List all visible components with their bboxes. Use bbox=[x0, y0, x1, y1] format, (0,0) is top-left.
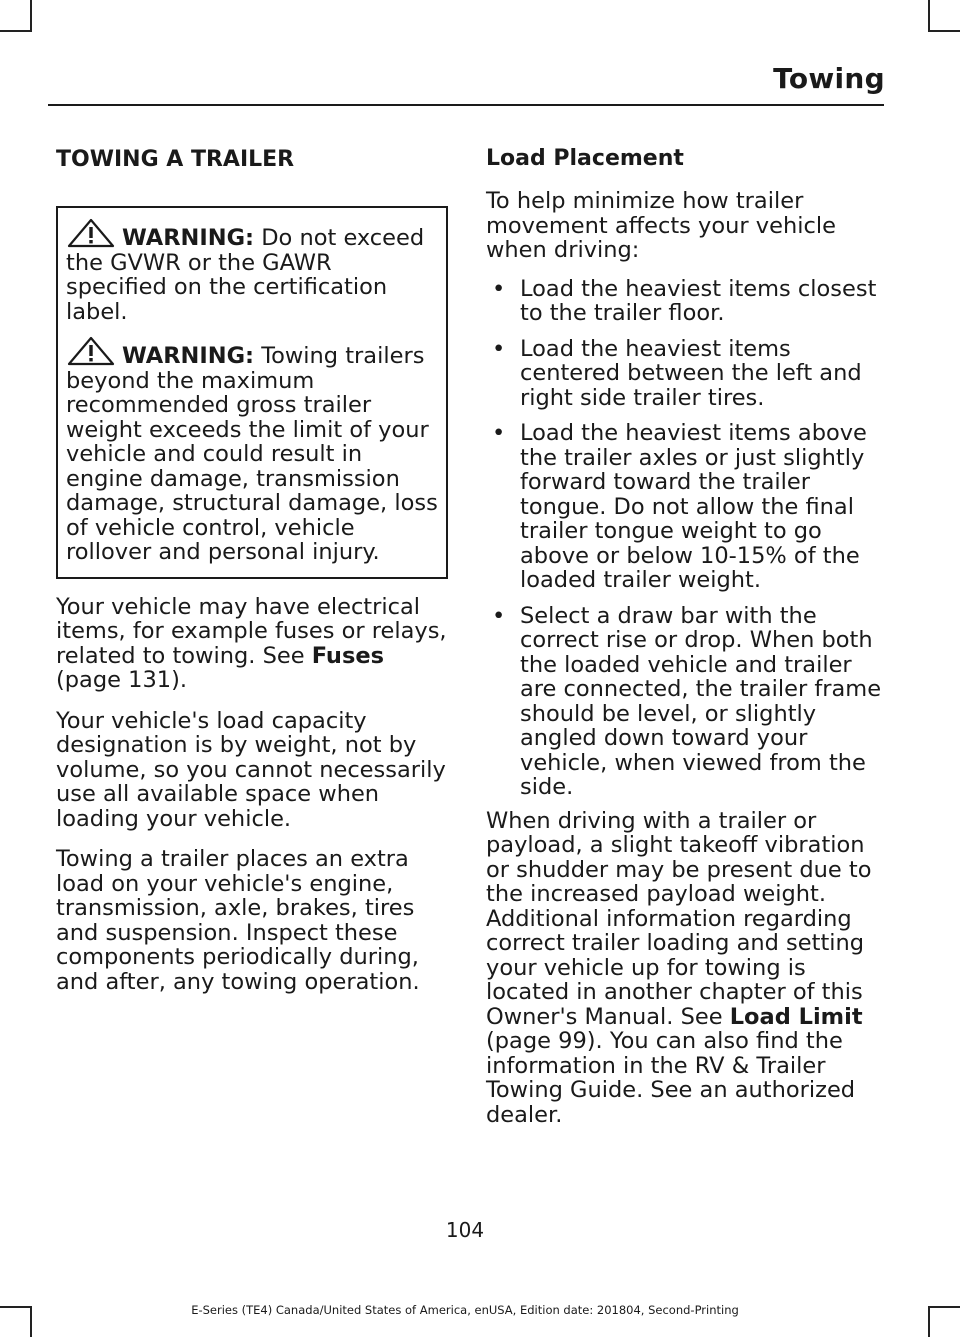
page-number: 104 bbox=[445, 1218, 485, 1242]
paragraph-load-capacity: Your vehicle's load capacity designation is by weight, not by volume, so you cannot necessarily use all available space when loading your vehicle. bbox=[56, 707, 446, 832]
crop-mark bbox=[930, 1306, 960, 1308]
paragraph-electrical: Your vehicle may have electrical items, for example fuses or relays, related to towing. See Fuses (page 131). bbox=[56, 593, 447, 693]
edition-line: E-Series (TE4) Canada/United States of America, enUSA, Edition date: 201804, Second-Printing bbox=[191, 1303, 739, 1317]
warning-text: Towing trailers beyond the maximum recommended gross trailer weight exceeds the limit of your vehicle and could result in engine damage, transmission damage, structural damage, loss of vehicle control, vehicle rollover and personal injury. bbox=[66, 343, 438, 565]
warning-triangle-icon bbox=[66, 336, 116, 366]
intro-paragraph: To help minimize how trailer movement affects your vehicle when driving: bbox=[486, 188, 836, 263]
load-limit-link[interactable]: Load Limit bbox=[729, 1003, 863, 1030]
bullet-marker: • bbox=[492, 275, 506, 302]
closing-paragraph: When driving with a trailer or payload, a slight takeoff vibration or shudder may be present due to the increased payload weight. Additional information regarding correct trailer loading and setting your vehicle up for towing is located in another chapter of this Owner's Manual. See Load Limit (page 99). You can also find the information in the RV & Trailer Towing Guide. See an authorized dealer. bbox=[486, 807, 872, 1128]
right-column bbox=[486, 146, 882, 1127]
list-item: • Load the heaviest items centered between the left and right side trailer tires. bbox=[492, 335, 862, 411]
list-item: • Load the heaviest items closest to the trailer floor. bbox=[492, 275, 877, 326]
warning-label: WARNING: bbox=[122, 343, 255, 369]
list-item: • Select a draw bar with the correct rise or drop. When both the loaded vehicle and trailer are connected, the trailer frame should be level, or slightly angled down toward your vehicle, when viewed from the side. bbox=[492, 602, 882, 800]
crop-mark bbox=[0, 30, 30, 32]
fuses-link[interactable]: Fuses bbox=[311, 642, 384, 669]
crop-mark bbox=[930, 30, 960, 32]
list-item: • Load the heaviest items above the trailer axles or just slightly forward toward the trailer tongue. Do not allow the final trailer tongue weight to go above or below 10-15% of the loaded trailer weight. bbox=[492, 420, 867, 593]
header-divider bbox=[48, 104, 884, 106]
warning-triangle-icon bbox=[66, 218, 116, 248]
bullet-list bbox=[486, 277, 882, 800]
bullet-marker: • bbox=[492, 420, 506, 446]
warning-item bbox=[66, 336, 438, 565]
warning-box bbox=[56, 206, 448, 579]
left-column bbox=[56, 146, 448, 994]
crop-mark bbox=[928, 0, 930, 32]
bullet-marker: • bbox=[492, 335, 506, 362]
crop-mark bbox=[30, 0, 32, 32]
warning-text: Do not exceed the GVWR or the GAWR specified on the certification label. bbox=[66, 225, 425, 325]
subsection-heading: Load Placement bbox=[486, 146, 684, 171]
warning-item bbox=[66, 218, 438, 324]
warning-label: WARNING: bbox=[122, 225, 255, 251]
paragraph-towing-load: Towing a trailer places an extra load on your vehicle's engine, transmission, axle, brakes, tires and suspension. Inspect these components periodically during, and after, any towing operation. bbox=[56, 846, 420, 995]
bullet-marker: • bbox=[492, 602, 506, 629]
page-header-title: Towing bbox=[773, 62, 885, 95]
section-heading: TOWING A TRAILER bbox=[56, 147, 295, 172]
